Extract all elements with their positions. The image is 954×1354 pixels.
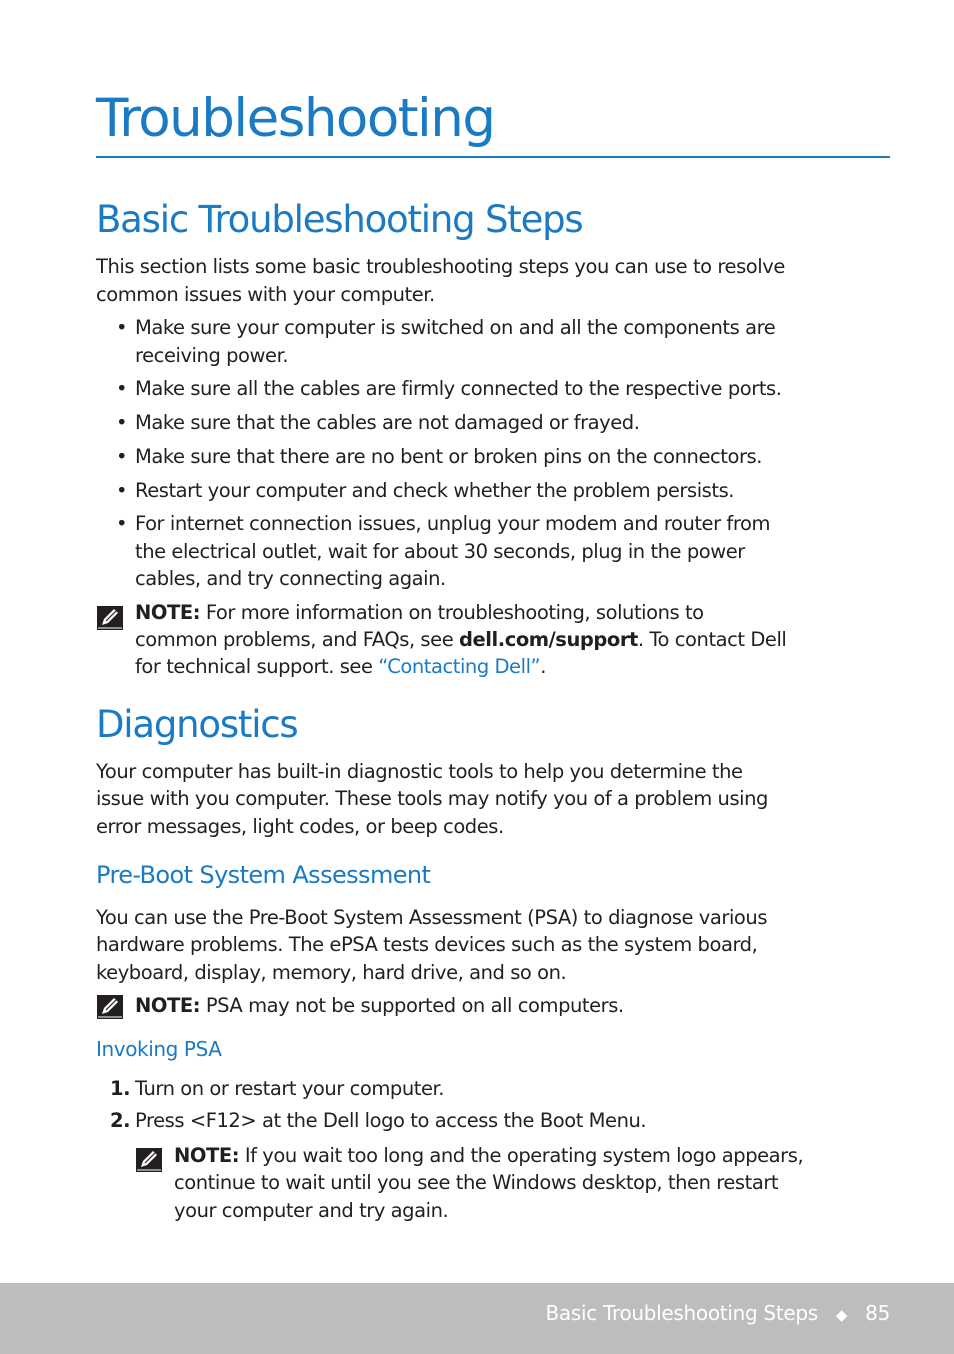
bullet-item-text: Make sure that the cables are not damaged or frayed.: [135, 411, 640, 434]
note-text: your computer and try again.: [174, 1199, 449, 1222]
footer-section-name: Basic Troubleshooting Steps: [545, 1301, 818, 1325]
note-text-part: For more information on troubleshooting, solutions to: [200, 601, 704, 624]
note-text: [174, 1142, 803, 1170]
section-intro-line: This section lists some basic troubleshooting steps you can use to resolve: [96, 255, 785, 278]
psa-text-line: You can use the Pre-Boot System Assessment (PSA) to diagnose various: [96, 906, 768, 929]
bullet-item-text: Make sure your computer is switched on and all the components are: [135, 316, 776, 339]
bullet-item-text: the electrical outlet, wait for about 30 seconds, plug in the power: [135, 540, 745, 563]
bullet-item-text: Restart your computer and check whether the problem persists.: [135, 479, 735, 502]
page-title: Troubleshooting: [96, 88, 495, 149]
bullet-dot: •: [116, 512, 128, 535]
note-text-part: for technical support. see: [135, 655, 379, 678]
note-text: [135, 992, 624, 1020]
bullet-dot: •: [116, 377, 128, 400]
note-label: NOTE:: [135, 994, 201, 1017]
diamond-separator-icon: ◆: [835, 1306, 848, 1324]
bullet-item-text: For internet connection issues, unplug your modem and router from: [135, 512, 770, 535]
note-text: [135, 599, 704, 627]
bullet-item-text: receiving power.: [135, 344, 289, 367]
diagnostics-intro-line: issue with you computer. These tools may notify you of a problem using: [96, 787, 768, 810]
step-number: 1.: [110, 1077, 131, 1100]
note-label: NOTE:: [174, 1144, 240, 1167]
psa-text-line: keyboard, display, memory, hard drive, and so on.: [96, 961, 567, 984]
section-intro-line: common issues with your computer.: [96, 283, 435, 306]
pencil-note-icon: [97, 606, 123, 630]
note-text: [135, 626, 786, 654]
step-text: Press <F12> at the Dell logo to access the Boot Menu.: [135, 1109, 647, 1132]
footer-label: [546, 1298, 891, 1330]
diagnostics-intro-line: Your computer has built-in diagnostic tools to help you determine the: [96, 760, 743, 783]
bullet-item-text: Make sure all the cables are firmly connected to the respective ports.: [135, 377, 782, 400]
page-number: 85: [865, 1301, 890, 1325]
section-heading-basic-steps: Basic Troubleshooting Steps: [96, 198, 583, 241]
note-text-part: common problems, and FAQs, see: [135, 628, 459, 651]
note-text-part: . To contact Dell: [637, 628, 787, 651]
note-text-part: If you wait too long and the operating system logo appears,: [239, 1144, 804, 1167]
bullet-dot: •: [116, 316, 128, 339]
section-heading-diagnostics: Diagnostics: [96, 703, 298, 746]
bullet-dot: •: [116, 445, 128, 468]
pencil-note-icon: [136, 1148, 162, 1172]
diagnostics-intro-line: error messages, light codes, or beep codes.: [96, 815, 504, 838]
psa-text-line: hardware problems. The ePSA tests devices such as the system board,: [96, 933, 758, 956]
note-text-part: PSA may not be supported on all computers.: [200, 994, 624, 1017]
bullet-item-text: cables, and try connecting again.: [135, 567, 446, 590]
bullet-dot: •: [116, 479, 128, 502]
bullet-item-text: Make sure that there are no bent or broken pins on the connectors.: [135, 445, 762, 468]
title-rule: [96, 156, 890, 158]
contacting-dell-link[interactable]: “Contacting Dell”: [378, 655, 541, 678]
step-text: Turn on or restart your computer.: [135, 1077, 445, 1100]
note-text: continue to wait until you see the Windows desktop, then restart: [174, 1171, 779, 1194]
step-number: 2.: [110, 1109, 131, 1132]
note-label: NOTE:: [135, 601, 201, 624]
subheading-invoking-psa: Invoking PSA: [96, 1037, 222, 1061]
support-url: dell.com/support: [459, 628, 638, 651]
bullet-dot: •: [116, 411, 128, 434]
pencil-note-icon: [97, 995, 123, 1019]
subheading-psa: Pre-Boot System Assessment: [96, 861, 431, 889]
note-text-part: .: [540, 655, 546, 678]
note-text: [135, 653, 546, 681]
